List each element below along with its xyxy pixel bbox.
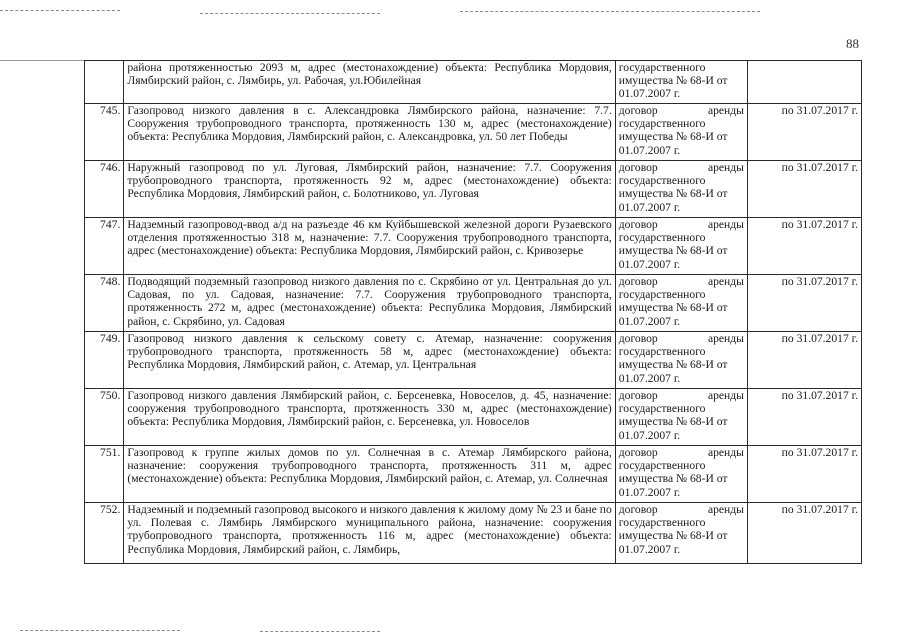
contract-date: 01.07.2007 г.	[618, 143, 681, 157]
lease-term	[747, 61, 861, 104]
contract-date: 01.07.2007 г.	[618, 87, 681, 101]
contract-reference	[615, 104, 747, 161]
contract-line	[619, 332, 744, 345]
object-description: Газопровод к группе жилых домов по ул. Солнечная в с. Атемар Лямбирского района, назначение: сооружения трубопроводного транспорта, протяженность 311 м, адрес (местонахождение) объекта: Республика Мордовия, Лямбирский район, с. Атемар, ул. Солнечная	[124, 446, 615, 503]
object-description: Газопровод низкого давления к сельскому совету с. Атемар, назначение: сооружения трубопроводного транспорта, протяженность 58 м, адрес (местонахождение) объекта: Республика Мордовия, Лямбирский район, с. Атемар, ул. Центральная	[124, 332, 615, 389]
contract-word: договор	[618, 275, 658, 288]
contract-word: договор	[618, 104, 658, 117]
object-description: Наружный газопровод по ул. Луговая, Лямбирский район, назначение: 7.7. Сооружения трубопроводного транспорта, протяженность 92 м, адрес (местонахождение) объекта: Республика Мордовия, Лямбирский район, с. Болотниково, ул. Луговая	[124, 161, 615, 218]
contract-reference	[615, 61, 747, 104]
row-number	[85, 61, 124, 104]
object-description: Подводящий подземный газопровод низкого давления по с. Скрябино от ул. Центральная до ул. Садовая, по ул. Садовая, назначение: 7.7. Сооружения трубопроводного транспорта, протяженность 272 м, адрес (местонахождение) объекта: Республика Мордовия, Лямбирский район, с. Скрябино, ул. Садовая	[124, 275, 615, 332]
table-row	[85, 218, 862, 275]
object-description: Газопровод низкого давления Лямбирский район, с. Берсеневка, Новоселов, д. 45, назначение: сооружения трубопроводного транспорта, протяженность 330 м, адрес (местонахождение) объекта: Республика Мордовия, Лямбирский район, с. Берсеневка, ул. Новоселов	[124, 389, 615, 446]
contract-word: аренды	[707, 332, 744, 345]
contract-date: 01.07.2007 г.	[618, 314, 681, 328]
contract-date: 01.07.2007 г.	[618, 542, 681, 556]
contract-date: 01.07.2007 г.	[618, 200, 681, 214]
scan-artifact	[0, 10, 120, 12]
contract-word: аренды	[707, 446, 744, 459]
contract-line: имущества № 68-И от	[618, 472, 728, 486]
table-row	[85, 61, 862, 104]
contract-line	[619, 104, 744, 117]
row-number: 745.	[85, 104, 124, 161]
contract-line: имущества № 68-И от	[618, 130, 728, 144]
scan-artifact	[20, 630, 180, 632]
scan-artifact	[260, 631, 380, 633]
lease-term: по 31.07.2017 г.	[747, 161, 861, 218]
page-number: 88	[846, 36, 859, 51]
table-row	[85, 161, 862, 218]
contract-line	[619, 275, 744, 288]
contract-line: государственного	[618, 402, 706, 416]
row-number: 746.	[85, 161, 124, 218]
contract-line	[619, 218, 744, 231]
contract-line: имущества № 68-И от	[618, 244, 728, 258]
contract-line	[619, 446, 744, 459]
row-number: 749.	[85, 332, 124, 389]
table-row	[85, 332, 862, 389]
contract-date: 01.07.2007 г.	[618, 371, 681, 385]
contract-line: имущества № 68-И от	[618, 301, 728, 315]
contract-reference	[615, 332, 747, 389]
property-register-table	[84, 60, 862, 564]
contract-word: аренды	[707, 389, 744, 402]
contract-word: договор	[618, 446, 658, 459]
lease-term: по 31.07.2017 г.	[747, 275, 861, 332]
object-description: Надземный газопровод-ввод а/д на разъезде 46 км Куйбышевской железной дороги Рузаевского отделения протяженностью 318 м, назначение: 7.7. Сооружения трубопроводного транспорта, адрес (местонахождение) объекта: Республика Мордовия, Лямбирский район, с. Кривозерье	[124, 218, 615, 275]
contract-word: договор	[618, 503, 658, 516]
contract-reference	[615, 446, 747, 503]
contract-line	[619, 389, 744, 402]
contract-word: договор	[618, 389, 658, 402]
contract-line: государственного	[618, 516, 706, 530]
scan-artifact	[460, 11, 760, 13]
contract-word: договор	[618, 161, 658, 174]
contract-line: имущества № 68-И от	[618, 187, 728, 201]
row-number: 748.	[85, 275, 124, 332]
contract-word: договор	[618, 332, 658, 345]
object-description: Надземный и подземный газопровод высокого и низкого давления к жилому дому № 23 и бане по ул. Полевая с. Лямбирь Лямбирского муниципального района, назначение: сооружения трубопроводного транспорта, протяженность 116 м, адрес (местонахождение) объекта: Республика Мордовия, Лямбирский район, с. Лямбирь,	[124, 503, 615, 564]
contract-word: аренды	[707, 218, 744, 231]
lease-term: по 31.07.2017 г.	[747, 104, 861, 161]
row-number: 750.	[85, 389, 124, 446]
object-description: Газопровод низкого давления в с. Александровка Лямбирского района, назначение: 7.7. Сооружения трубопроводного транспорта, протяженность 130 м, адрес (местонахождение) объекта: Республика Мордовия, Лямбирский район, с. Александровка, ул. 50 лет Победы	[124, 104, 615, 161]
contract-reference	[615, 218, 747, 275]
table-row	[85, 446, 862, 503]
contract-reference	[615, 389, 747, 446]
contract-line: государственного	[618, 231, 706, 245]
row-number: 751.	[85, 446, 124, 503]
contract-word: аренды	[707, 503, 744, 516]
contract-word: аренды	[707, 104, 744, 117]
contract-line: государственного	[618, 117, 706, 131]
contract-word: договор	[618, 218, 658, 231]
contract-line: государственного	[618, 459, 706, 473]
contract-date: 01.07.2007 г.	[618, 257, 681, 271]
contract-line: государственного	[618, 345, 706, 359]
contract-reference	[615, 275, 747, 332]
contract-line	[619, 503, 744, 516]
contract-line: имущества № 68-И от	[618, 415, 728, 429]
lease-term: по 31.07.2017 г.	[747, 446, 861, 503]
row-number: 747.	[85, 218, 124, 275]
lease-term: по 31.07.2017 г.	[747, 503, 861, 564]
table-row	[85, 104, 862, 161]
contract-line: государственного	[618, 288, 706, 302]
contract-line: имущества № 68-И от	[618, 529, 728, 543]
row-number: 752.	[85, 503, 124, 564]
table-row	[85, 389, 862, 446]
contract-date: 01.07.2007 г.	[618, 428, 681, 442]
contract-reference	[615, 503, 747, 564]
contract-word: аренды	[707, 275, 744, 288]
contract-word: аренды	[707, 161, 744, 174]
table-row	[85, 275, 862, 332]
lease-term: по 31.07.2017 г.	[747, 332, 861, 389]
scan-artifact	[0, 60, 84, 61]
contract-line: государственного	[618, 174, 706, 188]
contract-line: имущества № 68-И от	[618, 358, 728, 372]
lease-term: по 31.07.2017 г.	[747, 389, 861, 446]
lease-term: по 31.07.2017 г.	[747, 218, 861, 275]
scan-artifact	[200, 13, 380, 15]
contract-line	[619, 161, 744, 174]
object-description: района протяженностью 2093 м, адрес (местонахождение) объекта: Республика Мордовия, Лямбирский район, с. Лямбирь, ул. Рабочая, ул.Юбилейная	[124, 61, 615, 104]
contract-line: государственного	[618, 61, 706, 74]
table-row	[85, 503, 862, 564]
contract-date: 01.07.2007 г.	[618, 485, 681, 499]
contract-reference	[615, 161, 747, 218]
contract-line: имущества № 68-И от	[618, 74, 728, 88]
